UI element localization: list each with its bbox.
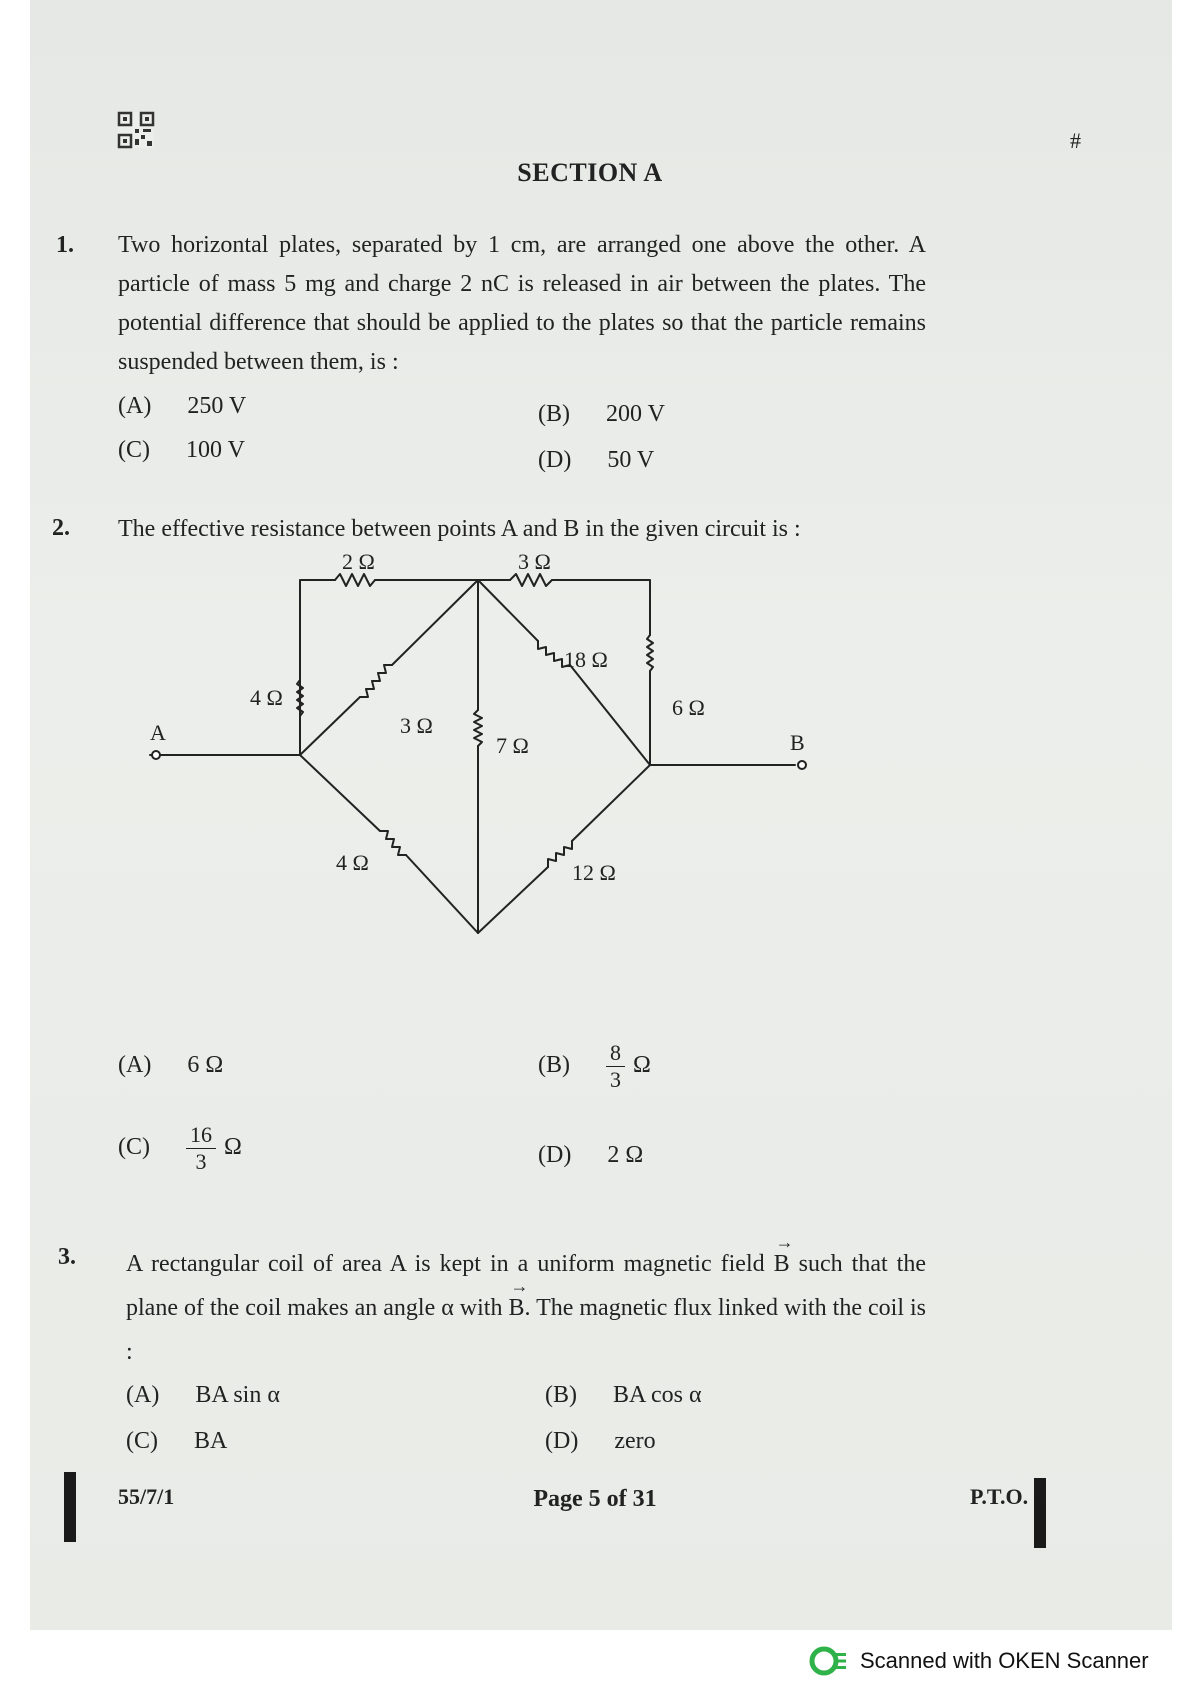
circuit-diagram — [150, 549, 850, 1025]
footer-right-bar — [1034, 1478, 1046, 1548]
option-label: (A) — [126, 1382, 160, 1408]
q1-option-a[interactable] — [118, 393, 246, 420]
q3-option-b[interactable] — [545, 1382, 702, 1409]
resistor-label-lower-right-diag: 12 Ω — [572, 860, 616, 885]
q2-option-a[interactable] — [118, 1052, 223, 1079]
option-label: (C) — [118, 1134, 150, 1161]
question-1-number: 1. — [56, 232, 74, 258]
paper-code: 55/7/1 — [118, 1484, 175, 1509]
numerator: 8 — [606, 1040, 625, 1067]
node-b-label: B — [790, 730, 805, 755]
resistor-label-left: 4 Ω — [250, 685, 283, 710]
resistor-label-top-left: 2 Ω — [342, 549, 375, 574]
q1-option-c[interactable] — [118, 437, 245, 464]
option-unit: Ω — [224, 1134, 242, 1161]
denominator: 3 — [195, 1149, 207, 1174]
option-label: (B) — [538, 1052, 570, 1079]
resistor-label-upper-left-diag: 3 Ω — [400, 713, 433, 738]
q2-option-b[interactable] — [538, 1040, 651, 1093]
q1-option-b[interactable] — [538, 401, 665, 428]
q3-option-a[interactable] — [126, 1382, 280, 1409]
node-a-label: A — [150, 720, 166, 745]
section-title: SECTION A — [517, 158, 663, 187]
vector-b-symbol: → B — [774, 1242, 790, 1286]
qr-code-icon — [118, 112, 154, 148]
terminal-b-dot — [798, 761, 806, 769]
option-label: (C) — [126, 1428, 158, 1454]
text-part-3: . The magnetic flux linked with the coil is : — [126, 1295, 926, 1365]
question-3-text — [126, 1242, 926, 1374]
fraction — [606, 1040, 625, 1093]
option-value: 6 Ω — [187, 1052, 224, 1078]
option-label: (D) — [538, 447, 572, 473]
option-value: 250 V — [187, 393, 247, 419]
resistor-label-lower-left-diag: 4 Ω — [336, 850, 369, 875]
resistor-label-right: 6 Ω — [672, 695, 705, 720]
option-value: 100 V — [186, 437, 245, 463]
option-label: (D) — [545, 1428, 579, 1454]
option-value: 2 Ω — [607, 1142, 644, 1168]
option-label: (B) — [545, 1382, 577, 1408]
exam-page — [30, 0, 1172, 1630]
option-label: (A) — [118, 393, 152, 419]
fraction — [186, 1122, 216, 1175]
option-unit: Ω — [633, 1052, 651, 1079]
option-value: zero — [614, 1428, 656, 1454]
q3-option-d[interactable] — [545, 1428, 656, 1455]
option-label: (C) — [118, 437, 150, 463]
pto-label: P.T.O. — [970, 1484, 1029, 1509]
oken-scanner-logo-icon — [810, 1645, 848, 1677]
question-2-number: 2. — [52, 515, 70, 541]
scanner-watermark-text: Scanned with OKEN Scanner — [860, 1648, 1149, 1673]
question-3-number: 3. — [58, 1244, 76, 1270]
option-value: 200 V — [606, 401, 665, 427]
question-1-text: Two horizontal plates, separated by 1 cm, are arranged one above the other. A particle of mass 5 mg and charge 2 nC is released in air between the plates. The potential difference that should be applied to the plates so that the particle remains suspended between them, is : — [118, 232, 926, 375]
option-label: (A) — [118, 1052, 152, 1078]
resistor-label-top-right: 3 Ω — [518, 549, 551, 574]
option-label: (B) — [538, 401, 570, 427]
denominator: 3 — [610, 1067, 621, 1092]
text-part-1: A rectangular coil of area A is kept in a uniform magnetic field — [126, 1251, 774, 1277]
resistor-label-upper-right-diag: 18 Ω — [564, 647, 608, 672]
option-value: BA cos α — [613, 1382, 702, 1408]
numerator: 16 — [186, 1122, 216, 1149]
q2-option-c[interactable] — [118, 1122, 242, 1175]
option-value: 50 V — [607, 447, 655, 473]
vector-b-symbol: → B — [508, 1286, 524, 1330]
option-value: BA — [194, 1428, 228, 1454]
page-mark: # — [1070, 128, 1081, 153]
resistor-label-middle: 7 Ω — [496, 733, 529, 758]
terminal-a-dot — [152, 751, 160, 759]
question-2-text: The effective resistance between points A and B in the given circuit is : — [118, 516, 801, 542]
option-value: BA sin α — [195, 1382, 280, 1408]
text-part-2: such that the plane of the coil makes an angle α with — [126, 1251, 926, 1321]
q2-option-d[interactable] — [538, 1142, 643, 1169]
scanner-watermark — [810, 1645, 1149, 1677]
option-label: (D) — [538, 1142, 572, 1168]
q1-option-d[interactable] — [538, 447, 654, 474]
page-number: Page 5 of 31 — [533, 1486, 657, 1512]
q3-option-c[interactable] — [126, 1428, 227, 1455]
